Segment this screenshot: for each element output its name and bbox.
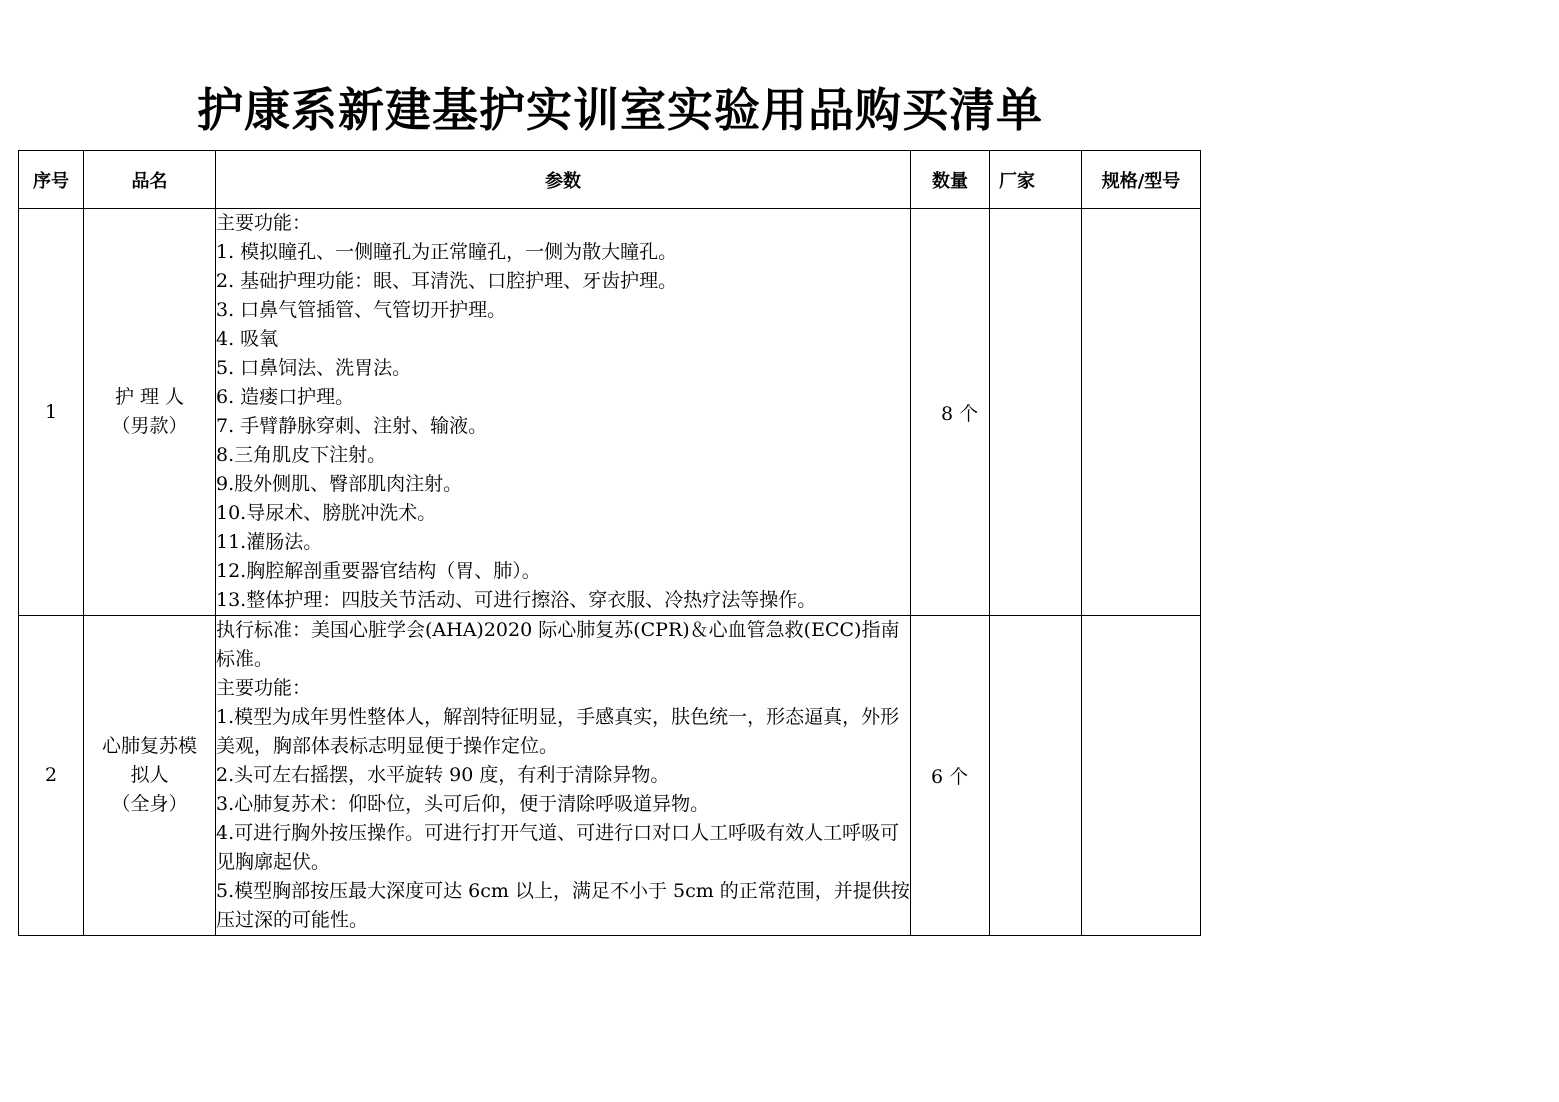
page-title: 护康系新建基护实训室实验用品购买清单	[197, 83, 1043, 137]
param-line: 4. 吸氧	[216, 328, 279, 350]
product-name-line: 心肺复苏模	[101, 735, 197, 757]
row-spec-cell	[1082, 209, 1201, 616]
purchase-list-table	[18, 150, 1201, 936]
param-line: 3.心肺复苏术：仰卧位，头可后仰，便于清除呼吸道异物。	[216, 793, 710, 815]
param-line: 10.导尿术、膀胱冲洗术。	[216, 502, 437, 524]
param-line: 11.灌肠法。	[216, 531, 323, 553]
header-manufacturer: 厂家	[990, 151, 1082, 209]
param-line: 2. 基础护理功能：眼、耳清洗、口腔护理、牙齿护理。	[216, 270, 678, 292]
param-line: 主要功能：	[216, 212, 312, 234]
param-line: 2.头可左右摇摆，水平旋转 90 度，有利于清除异物。	[216, 764, 670, 786]
row-name-cell	[84, 209, 216, 616]
product-name-line: （全身）	[111, 793, 188, 815]
row-index-cell: 1	[19, 209, 84, 616]
header-spec: 规格/型号	[1082, 151, 1201, 209]
row-manufacturer-cell	[990, 209, 1082, 616]
row-params-cell	[216, 616, 911, 936]
row-quantity-cell: 8 个	[911, 209, 990, 616]
row-index-cell: 2	[19, 616, 84, 936]
row-spec-cell	[1082, 616, 1201, 936]
product-name-line: 护 理 人	[114, 386, 185, 408]
row-name-cell	[84, 616, 216, 936]
param-line: 12.胸腔解剖重要器官结构（胃、肺）。	[216, 560, 541, 582]
row-quantity-cell: 6 个	[911, 616, 990, 936]
param-line: 5.模型胸部按压最大深度可达 6cm 以上，满足不小于 5cm 的正常范围，并提供按压过深的可能性。	[216, 880, 910, 931]
product-name-line: （男款）	[111, 415, 188, 437]
param-line: 1.模型为成年男性整体人，解剖特征明显，手感真实，肤色统一，形态逼真，外形美观，胸部体表标志明显便于操作定位。	[216, 706, 900, 757]
param-line: 3. 口鼻气管插管、气管切开护理。	[216, 299, 507, 321]
header-quantity: 数量	[911, 151, 990, 209]
table-header-row	[19, 151, 1201, 209]
param-line: 4.可进行胸外按压操作。可进行打开气道、可进行口对口人工呼吸有效人工呼吸可见胸廓起伏。	[216, 822, 900, 873]
table-row	[19, 616, 1201, 936]
param-line: 9.股外侧肌、臀部肌肉注射。	[216, 473, 463, 495]
header-index: 序号	[19, 151, 84, 209]
param-line: 6. 造瘘口护理。	[216, 386, 355, 408]
header-name: 品名	[84, 151, 216, 209]
param-line: 1. 模拟瞳孔、一侧瞳孔为正常瞳孔，一侧为散大瞳孔。	[216, 241, 678, 263]
header-params: 参数	[216, 151, 911, 209]
param-line: 8.三角肌皮下注射。	[216, 444, 387, 466]
row-params-cell	[216, 209, 911, 616]
product-name-line: 拟人	[130, 764, 169, 786]
param-line: 7. 手臂静脉穿刺、注射、输液。	[216, 415, 488, 437]
param-line: 主要功能：	[216, 677, 312, 699]
param-line: 5. 口鼻饲法、洗胃法。	[216, 357, 412, 379]
row-manufacturer-cell	[990, 616, 1082, 936]
param-line: 执行标准：美国心脏学会(AHA)2020 际心肺复苏(CPR)＆心血管急救(ECC)指南标准。	[216, 619, 900, 670]
param-line: 13.整体护理：四肢关节活动、可进行擦浴、穿衣服、冷热疗法等操作。	[216, 589, 817, 611]
table-row	[19, 209, 1201, 616]
